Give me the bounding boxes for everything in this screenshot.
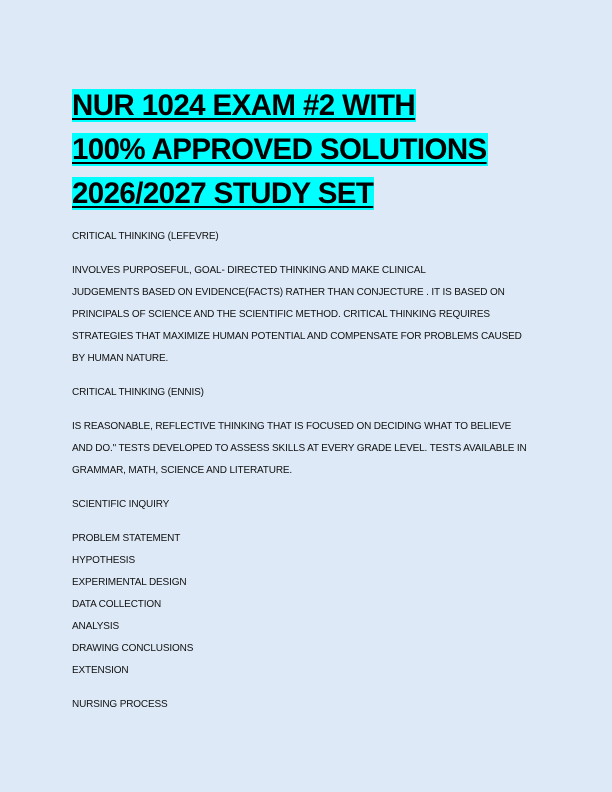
title-line-1: NUR 1024 EXAM #2 WITH	[72, 89, 416, 122]
section-heading-scientific-inquiry: SCIENTIFIC INQUIRY	[72, 499, 170, 510]
section-heading-critical-thinking-lefevre: CRITICAL THINKING (LEFEVRE)	[72, 231, 219, 242]
section-heading-critical-thinking-ennis: CRITICAL THINKING (ENNIS)	[72, 387, 204, 398]
body-line: AND DO." TESTS DEVELOPED TO ASSESS SKILLS AT EVERY GRADE LEVEL. TESTS AVAILABLE IN	[72, 443, 527, 454]
scientific-inquiry-list	[72, 528, 542, 682]
list-item: DATA COLLECTION	[72, 599, 162, 610]
body-line: IS REASONABLE, REFLECTIVE THINKING THAT IS FOCUSED ON DECIDING WHAT TO BELIEVE	[72, 421, 512, 432]
body-line: INVOLVES PURPOSEFUL, GOAL- DIRECTED THINKING AND MAKE CLINICAL	[72, 265, 426, 276]
list-item: EXPERIMENTAL DESIGN	[72, 577, 187, 588]
body-line: STRATEGIES THAT MAXIMIZE HUMAN POTENTIAL AND COMPENSATE FOR PROBLEMS CAUSED	[72, 331, 522, 342]
document-body	[72, 226, 542, 716]
section-heading-nursing-process: NURSING PROCESS	[72, 699, 168, 710]
body-line: BY HUMAN NATURE.	[72, 353, 169, 364]
title-line-3: 2026/2027 STUDY SET	[72, 177, 374, 210]
list-item: HYPOTHESIS	[72, 555, 135, 566]
document-content	[72, 84, 542, 716]
section-body-critical-thinking-lefevre	[72, 260, 542, 370]
list-item: EXTENSION	[72, 665, 129, 676]
document-title	[72, 84, 542, 216]
section-body-critical-thinking-ennis	[72, 416, 542, 482]
body-line: PRINCIPALS OF SCIENCE AND THE SCIENTIFIC METHOD. CRITICAL THINKING REQUIRES	[72, 309, 490, 320]
title-line-2: 100% APPROVED SOLUTIONS	[72, 133, 487, 166]
list-item: PROBLEM STATEMENT	[72, 533, 181, 544]
list-item: DRAWING CONCLUSIONS	[72, 643, 194, 654]
body-line: GRAMMAR, MATH, SCIENCE AND LITERATURE.	[72, 465, 293, 476]
list-item: ANALYSIS	[72, 621, 119, 632]
body-line: JUDGEMENTS BASED ON EVIDENCE(FACTS) RATHER THAN CONJECTURE . IT IS BASED ON	[72, 287, 505, 298]
